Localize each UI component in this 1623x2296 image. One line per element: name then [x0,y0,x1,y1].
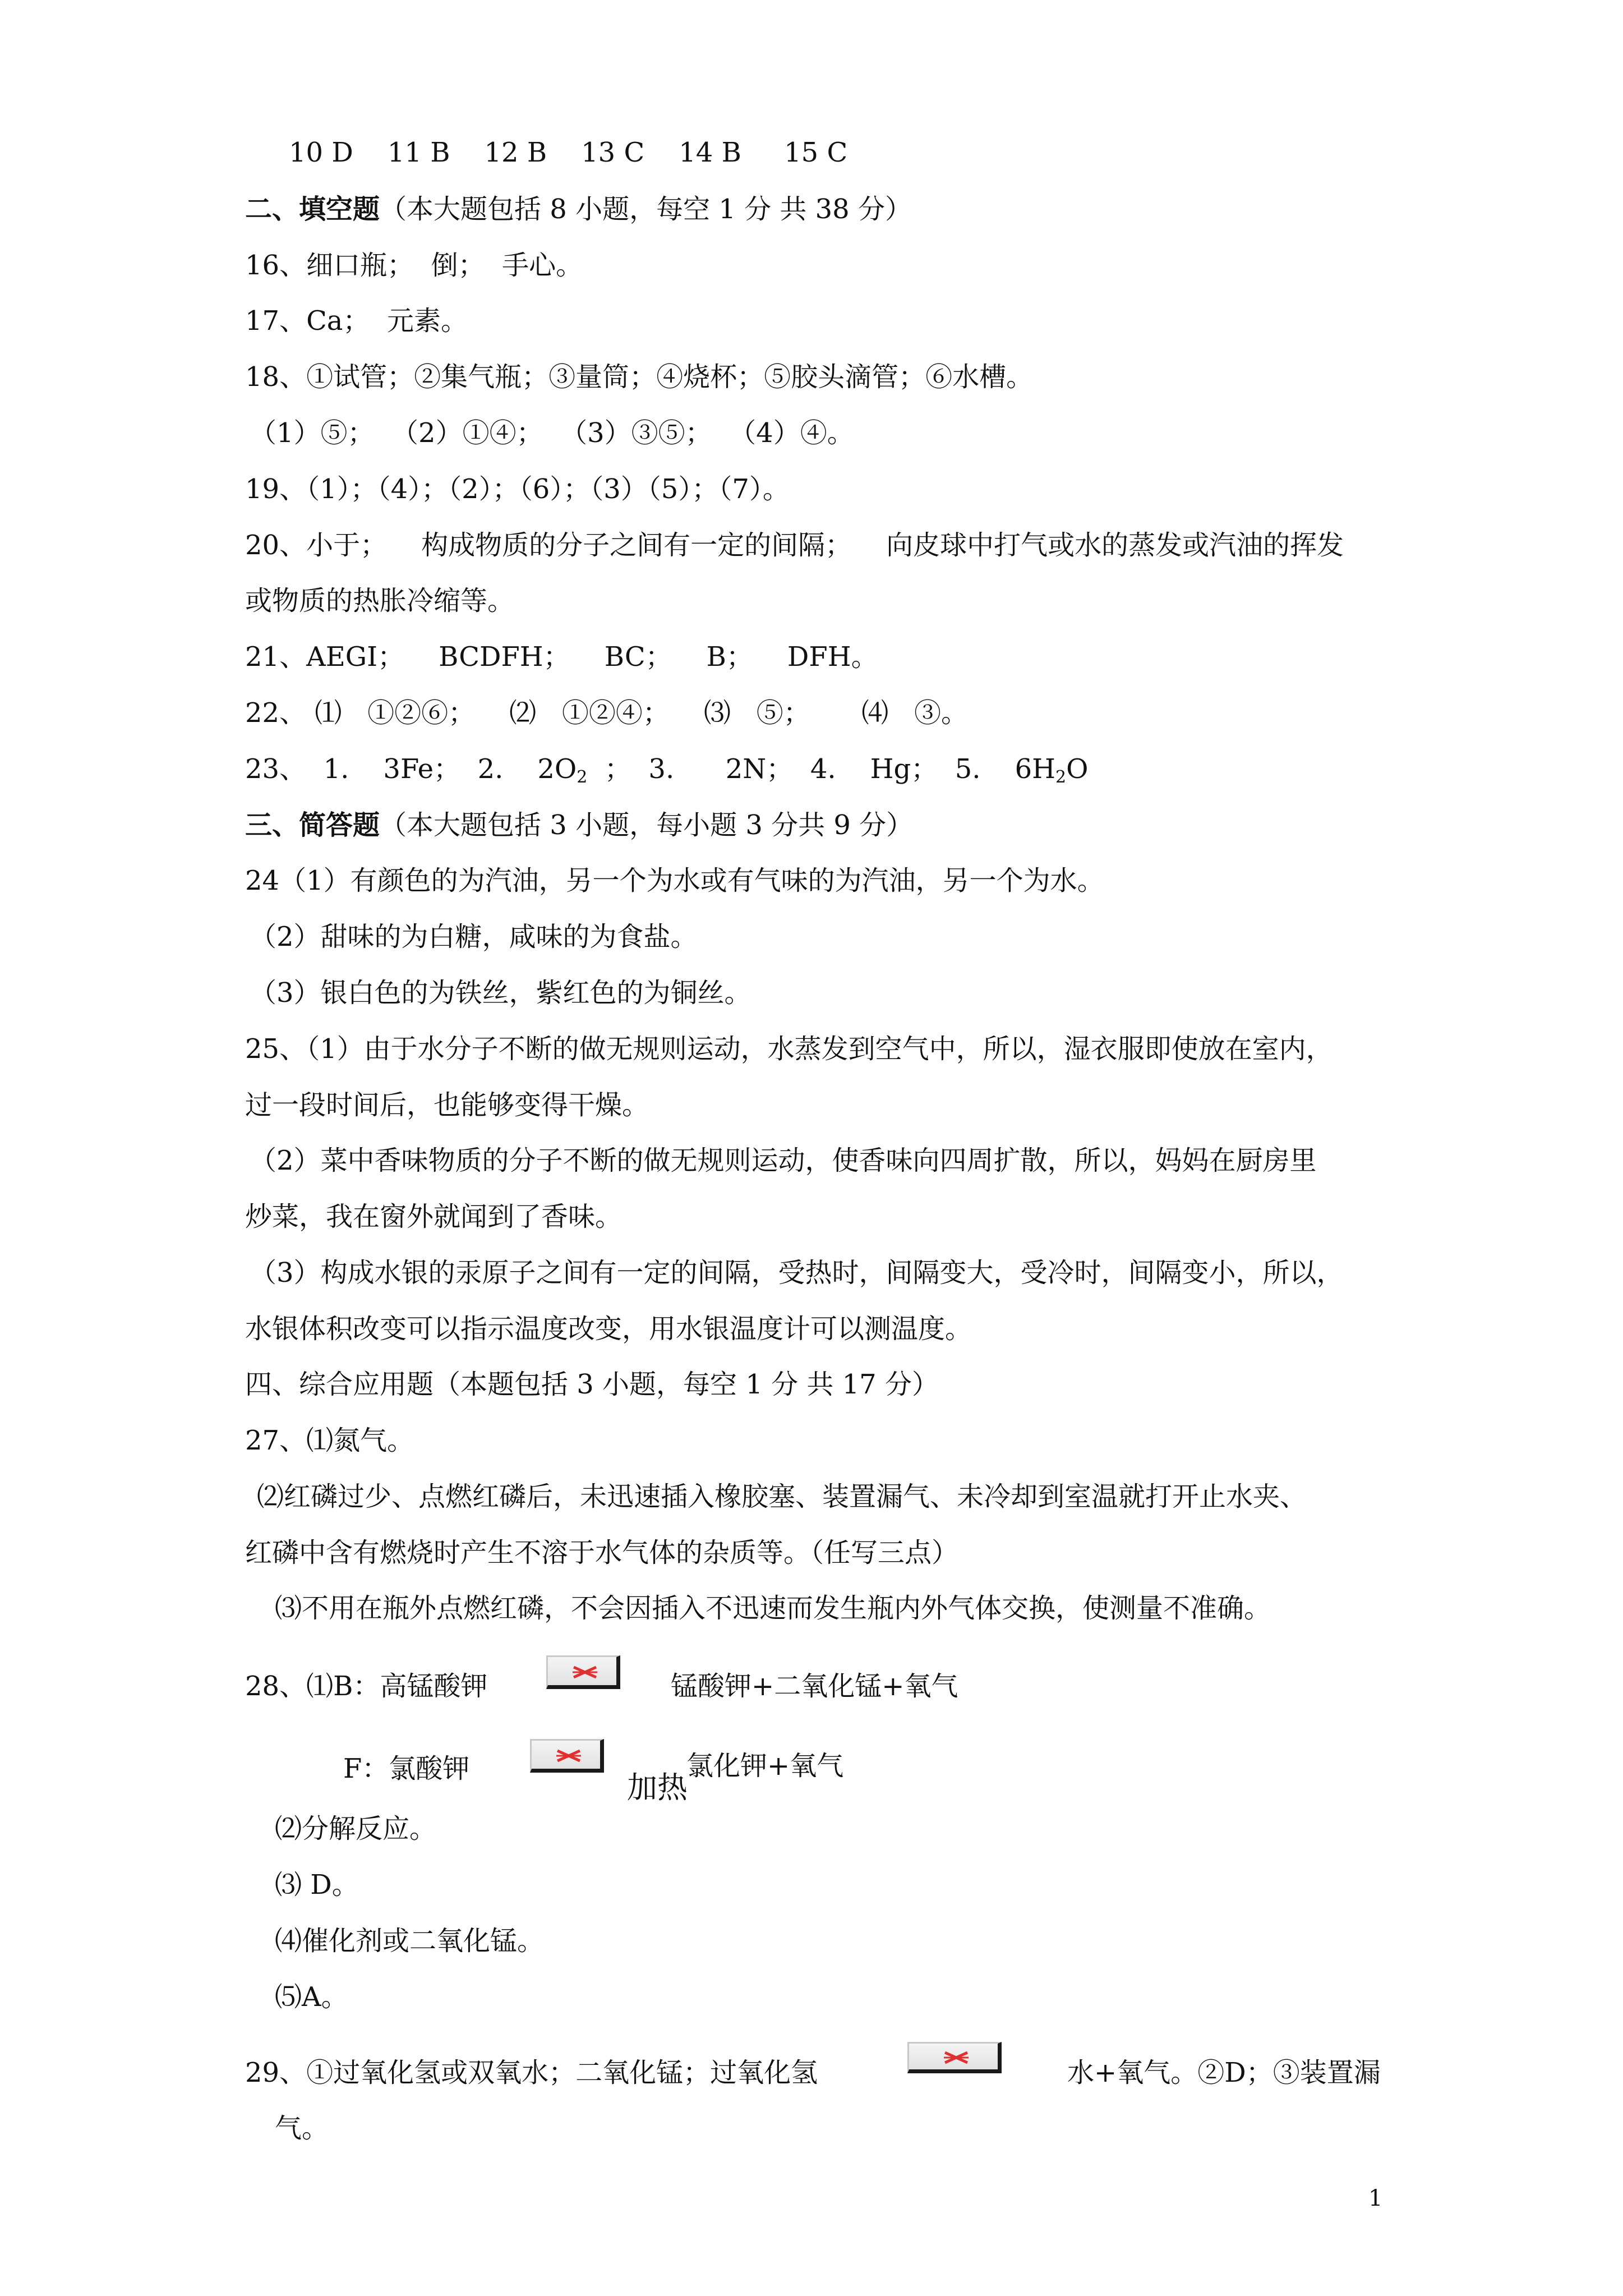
answer-28-1-b-products: 锰酸钾+二氧化锰+氧气 [671,1671,958,1702]
answer-25-1-line2: 过一段时间后，也能够变得干燥。 [245,1089,649,1121]
answer-21: 21、AEGI； BCDFH； BC； B； DFH。 [245,641,878,673]
section-3-title: 三、简答题 [245,809,380,841]
answer-25-1-line1: 25、（1）由于水分子不断的做无规则运动，水蒸发到空气中，所以，湿衣服即使放在室内， [245,1033,1333,1065]
broken-image-icon [554,1749,583,1763]
answer-29-right: 水+氧气。②D；③装置漏 [1067,2057,1381,2088]
answer-23 [245,752,1088,794]
section-2-title: 二、填空题 [245,194,380,225]
answer-23-part-b: ； 3. 2N； 4. Hg； 5. 6H [587,753,1055,785]
section-4-heading: 四、综合应用题（本题包括 3 小题，每空 1 分 共 17 分） [245,1369,939,1400]
answer-28-2: ⑵分解反应。 [275,1813,437,1844]
broken-image-icon [570,1665,600,1680]
answer-27-2-line1: ⑵红磷过少、点燃红磷后，未迅速插入橡胶塞、装置漏气、未冷却到室温就打开止水夹、 [257,1481,1307,1512]
answers-row-top: 10 D 11 B 12 B 13 C 14 B 15 C [289,137,848,168]
answer-27-3: ⑶不用在瓶外点燃红磷，不会因插入不迅速而发生瓶内外气体交换，使测量不准确。 [275,1593,1271,1624]
subscript-2: 2 [577,767,588,787]
answer-28-4: ⑷催化剂或二氧化锰。 [275,1925,545,1957]
answer-20-line2: 或物质的热胀冷缩等。 [245,585,515,616]
answer-24-2: （2）甜味的为白糖，咸味的为食盐。 [250,921,698,953]
answer-25-2-line1: （2）菜中香味物质的分子不断的做无规则运动，使香味向四周扩散，所以，妈妈在厨房里 [250,1145,1317,1176]
answer-25-2-line2: 炒菜，我在窗外就闻到了香味。 [245,1201,623,1232]
answer-20-line1: 20、小于； 构成物质的分子之间有一定的间隔； 向皮球中打气或水的蒸发或汽油的挥发 [245,530,1344,561]
answer-28-1-f-products: 氯化钾+氧气 [686,1750,844,1782]
answer-28-5: ⑸A。 [275,1981,348,2013]
heat-condition-label: 加热 [627,1770,688,1805]
answer-22: 22、 ⑴ ①②⑥； ⑵ ①②④； ⑶ ⑤； ⑷ ③。 [245,697,969,729]
answer-28-1-f-label: F：氯酸钾 [343,1753,470,1784]
section-2-heading [245,192,912,226]
answer-29-left: 29、①过氧化氢或双氧水；二氧化锰；过氧化氢 [245,2057,818,2088]
answer-18: 18、①试管；②集气瓶；③量筒；④烧杯；⑤胶头滴管；⑥水槽。 [245,361,1034,393]
broken-image-placeholder [546,1655,620,1689]
broken-image-icon [942,2050,971,2065]
section-3-heading [245,808,913,842]
answer-27-1: 27、⑴氮气。 [245,1425,414,1456]
answer-27-2-line2: 红磷中含有燃烧时产生不溶于水气体的杂质等。（任写三点） [245,1537,959,1568]
subscript-2b: 2 [1055,767,1067,787]
answer-24-3: （3）银白色的为铁丝，紫红色的为铜丝。 [250,977,751,1009]
answer-28-3: ⑶ D。 [275,1869,359,1901]
answer-16: 16、细口瓶； 倒； 手心。 [245,250,583,281]
answer-19: 19、（1）；（4）；（2）；（6）；（3）（5）；（7）。 [245,473,790,505]
broken-image-placeholder-3 [907,2042,1002,2073]
section-2-desc: （本大题包括 8 小题，每空 1 分 共 38 分） [380,194,912,225]
answer-29-continued: 气。 [275,2113,329,2144]
section-3-desc: （本大题包括 3 小题，每小题 3 分共 9 分） [380,809,914,841]
answer-23-part-a: 23、 1. 3Fe； 2. 2O [245,753,577,785]
answer-24-1: 24（1）有颜色的为汽油，另一个为水或有气味的为汽油，另一个为水。 [245,865,1104,896]
answer-28-1-b-label: 28、⑴B：高锰酸钾 [245,1671,488,1702]
answer-17: 17、Ca； 元素。 [245,305,468,337]
page-number: 1 [1368,2185,1383,2211]
answer-18-parts: （1）⑤； （2）①④； （3）③⑤； （4）④。 [250,417,854,449]
answer-23-part-c: O [1066,753,1089,785]
answer-25-3-line2: 水银体积改变可以指示温度改变，用水银温度计可以测温度。 [245,1313,972,1345]
answer-25-3-line1: （3）构成水银的汞原子之间有一定的间隔，受热时，间隔变大，受冷时，间隔变小，所以， [250,1257,1344,1289]
broken-image-placeholder-2 [530,1739,604,1773]
